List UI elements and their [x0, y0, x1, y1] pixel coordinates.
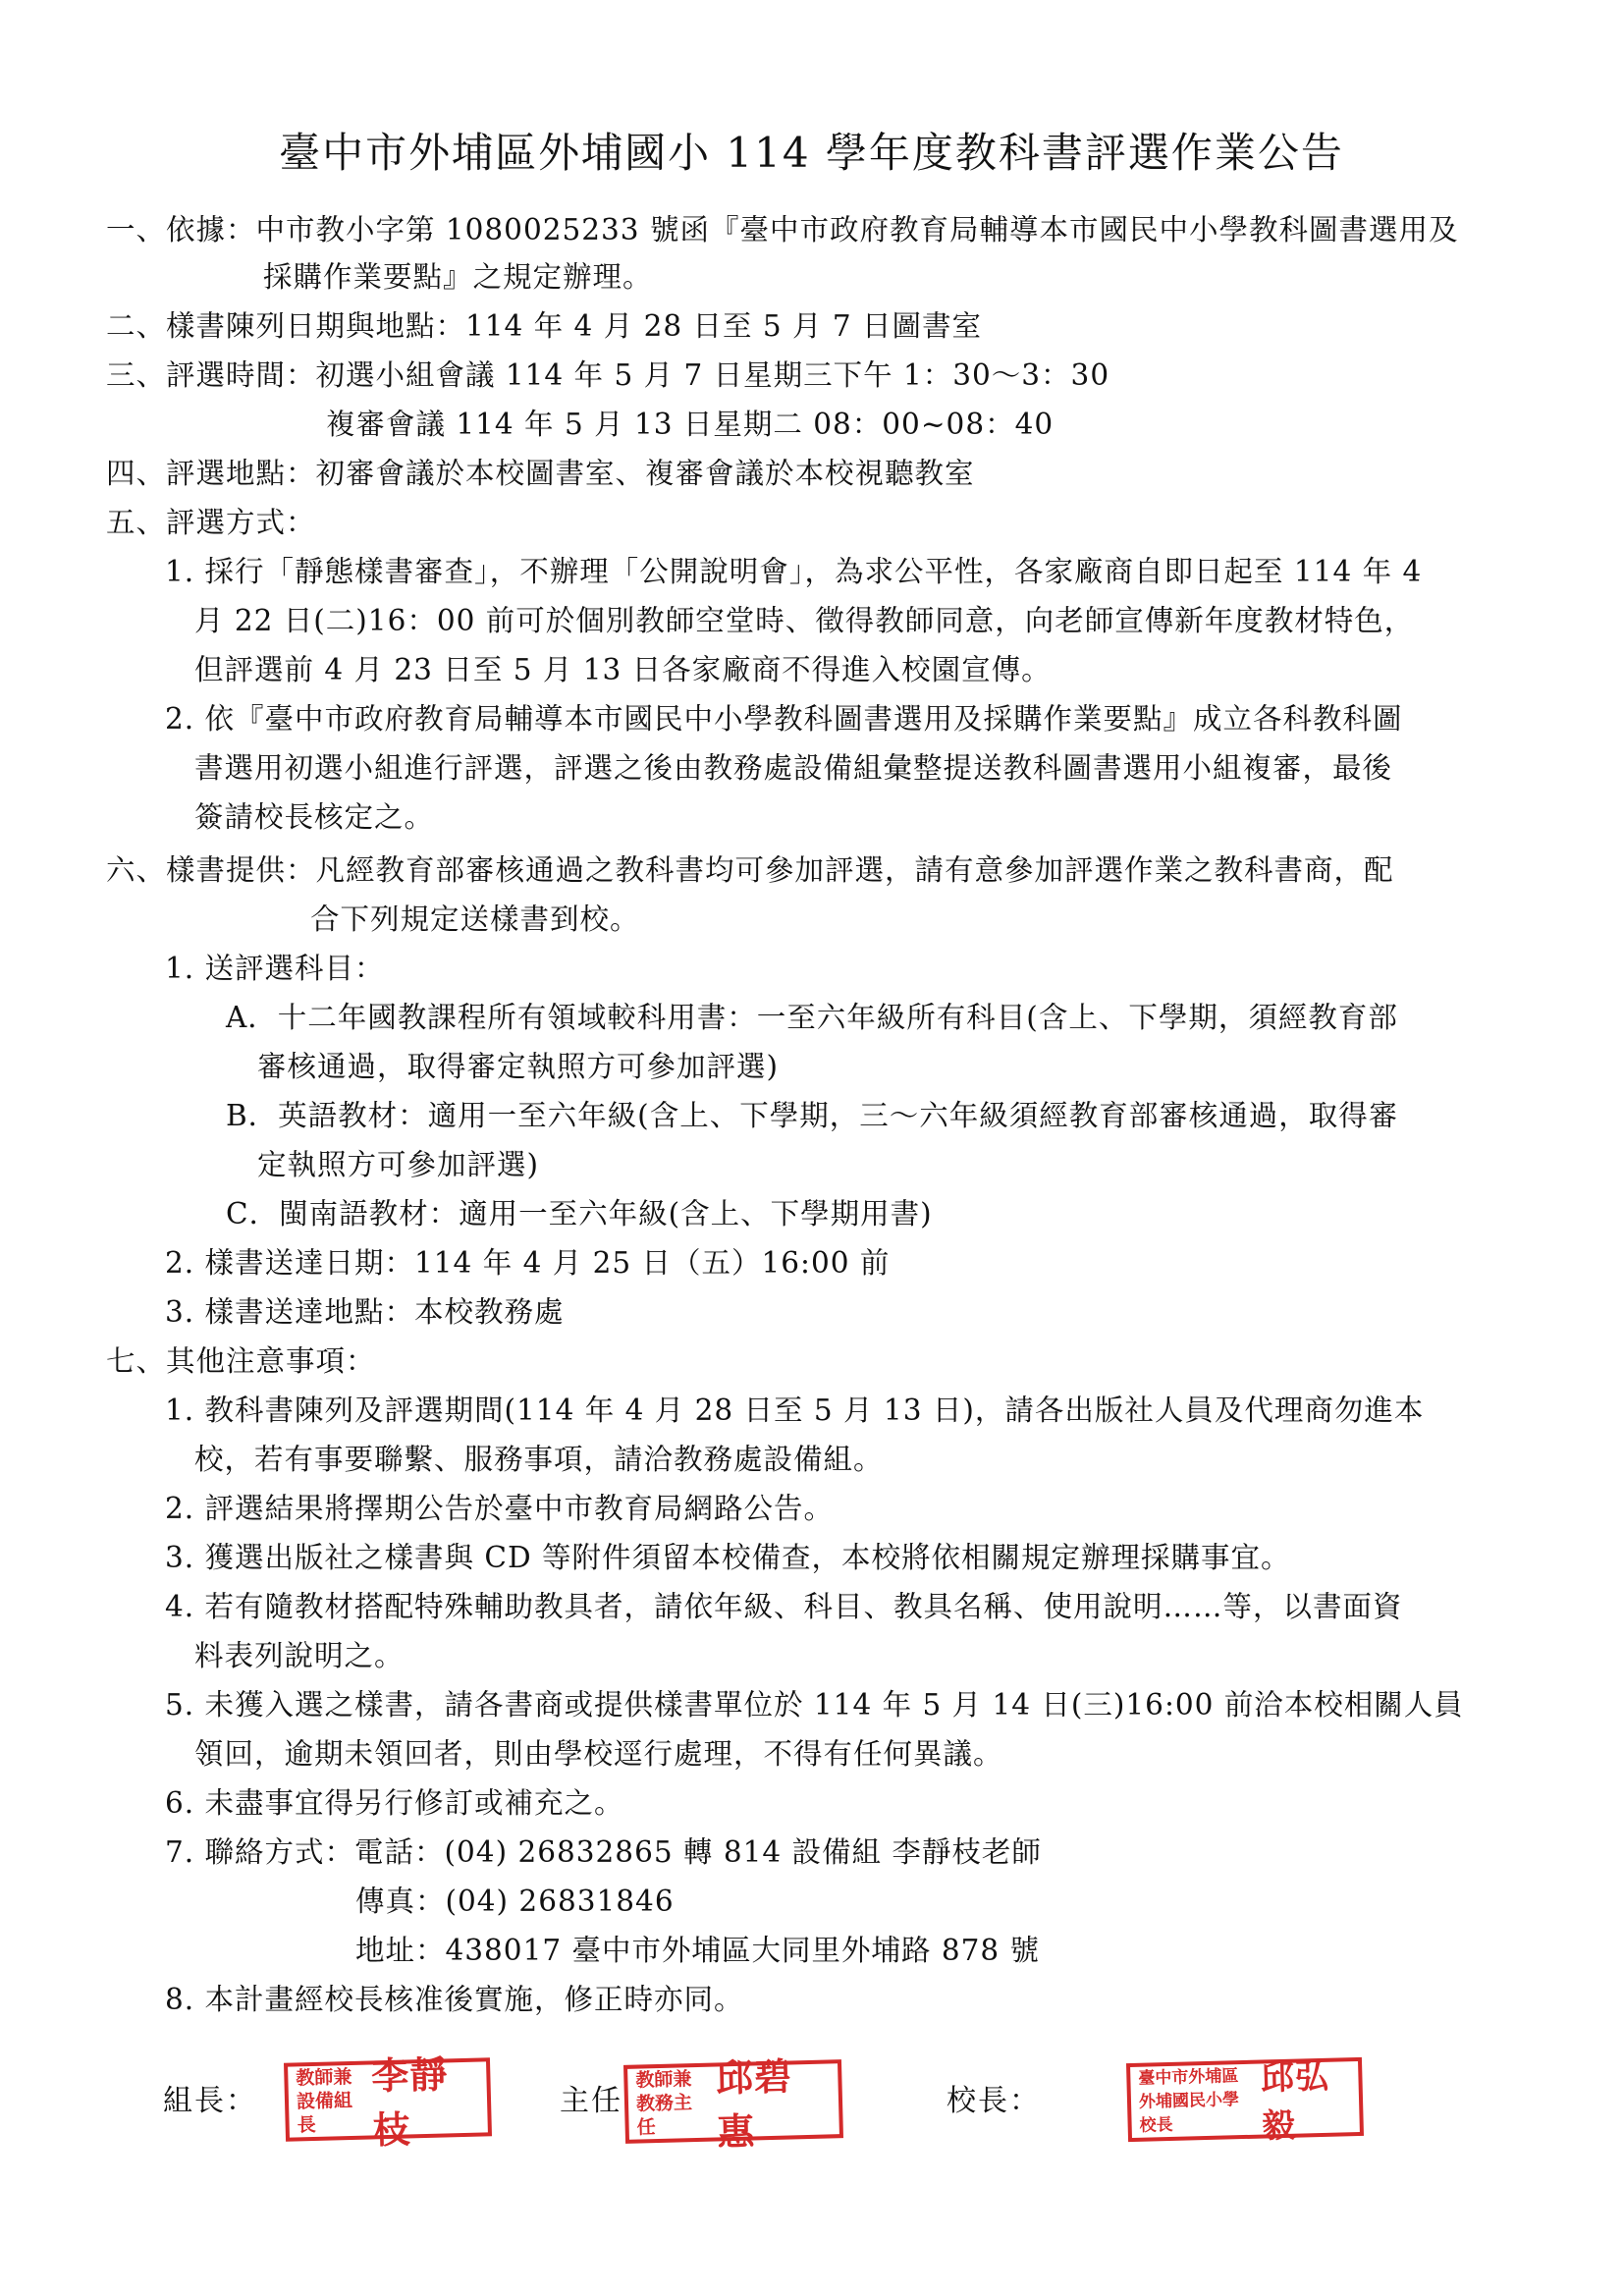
text-line: 二、樣書陳列日期與地點：114 年 4 月 28 日至 5 月 7 日圖書室 [106, 309, 983, 343]
text-line: 三、評選時間：初選小組會議 114 年 5 月 7 日星期三下午 1：30～3：30 [106, 358, 1110, 392]
text-line: 8. 本計畫經校長核准後實施，修正時亦同。 [165, 1983, 744, 2016]
text-line: 但評選前 4 月 23 日至 5 月 13 日各家廠商不得進入校園宣傳。 [194, 653, 1052, 686]
document-title: 臺中市外埔區外埔國小 114 學年度教科書評選作業公告 [279, 129, 1344, 177]
text-line: 簽請校長核定之。 [194, 800, 435, 834]
text-line: 2. 評選結果將擇期公告於臺中市教育局網路公告。 [165, 1492, 835, 1525]
principal-stamp-title1: 臺中市外埔區 [1138, 2066, 1239, 2089]
text-line: 書選用初選小組進行評選，評選之後由教務處設備組彙整提送教科圖書選用小組複審，最後 [194, 751, 1393, 785]
text-line: 四、評選地點：初審會議於本校圖書室、複審會議於本校視聽教室 [106, 457, 975, 490]
text-line: 合下列規定送樣書到校。 [310, 902, 640, 936]
text-line: 2. 樣書送達日期：114 年 4 月 25 日（五）16:00 前 [165, 1246, 891, 1280]
text-line: 審核通過，取得審定執照方可參加評選) [257, 1050, 780, 1083]
text-line: 1. 教科書陳列及評選期間(114 年 4 月 28 日至 5 月 13 日)，請各出版社人員及代理商勿進本 [165, 1394, 1425, 1427]
text-line: 地址：438017 臺中市外埔區大同里外埔路 878 號 [355, 1934, 1041, 1967]
text-line: 六、樣書提供：凡經教育部審核通過之教科書均可參加評選，請有意參加評選作業之教科書商，配 [106, 853, 1394, 887]
text-line: 領回，逾期未領回者，則由學校逕行處理，不得有任何異議。 [194, 1737, 1003, 1771]
text-line: A．十二年國教課程所有領域較科用書：一至六年級所有科目(含上、下學期，須經教育部 [226, 1001, 1398, 1034]
text-line: 採購作業要點』之規定辦理。 [263, 260, 653, 294]
text-line: 6. 未盡事宜得另行修訂或補充之。 [165, 1786, 624, 1820]
director-stamp-name: 邱碧惠 [715, 2054, 793, 2155]
text-line: 五、評選方式： [106, 506, 316, 539]
director-stamp-title1: 教師兼 [635, 2068, 692, 2092]
text-line: 複審會議 114 年 5 月 13 日星期二 08：00~08：40 [326, 408, 1055, 441]
text-line: B．英語教材：適用一至六年級(含上、下學期，三～六年級須經教育部審核通過，取得審 [226, 1099, 1399, 1132]
text-line: 2. 依『臺中市政府教育局輔導本市國民中小學教科圖書選用及採購作業要點』成立各科教科圖 [165, 702, 1403, 736]
text-line: 5. 未獲入選之樣書，請各書商或提供樣書單位於 114 年 5 月 14 日(三)16:00 前洽本校相關人員 [165, 1688, 1464, 1722]
text-line: 3. 樣書送達地點：本校教務處 [165, 1295, 565, 1329]
text-line: 定執照方可參加評選) [257, 1148, 540, 1181]
text-line: 1. 採行「靜態樣書審查」，不辦理「公開說明會」，為求公平性，各家廠商自即日起至 114 年 4 [165, 555, 1423, 588]
principal-stamp-title2: 外埔國民小學校長 [1138, 2090, 1240, 2136]
text-line: 七、其他注意事項： [106, 1344, 376, 1378]
text-line: 料表列說明之。 [194, 1639, 405, 1672]
text-line: 一、依據：中市教小字第 1080025233 號函『臺中市政府教育局輔導本市國民中小學教科圖書選用及 [106, 213, 1459, 246]
principal-stamp-name: 邱弘毅 [1260, 2056, 1330, 2147]
text-line: 7. 聯絡方式：電話：(04) 26832865 轉 814 設備組 李靜枝老師 [165, 1835, 1042, 1869]
leader-stamp-title2: 設備組長 [296, 2089, 353, 2137]
principal-label: 校長： [947, 2084, 1041, 2118]
text-line: 月 22 日(二)16：00 前可於個別教師空堂時、徵得教師同意，向老師宣傳新年度教材特色， [194, 604, 1415, 637]
text-line: 1. 送評選科目： [165, 952, 385, 985]
text-line: C．閩南語教材：適用一至六年級(含上、下學期用書) [226, 1197, 933, 1230]
text-line: 傳真：(04) 26831846 [355, 1885, 675, 1918]
leader-stamp [284, 2052, 492, 2153]
text-line: 3. 獲選出版社之樣書與 CD 等附件須留本校備查，本校將依相關規定辦理採購事宜。 [165, 1541, 1291, 1574]
director-label: 主任 [560, 2084, 622, 2118]
director-stamp [623, 2054, 843, 2155]
text-line: 4. 若有隨教材搭配特殊輔助教具者，請依年級、科目、教具名稱、使用說明……等，以書面資 [165, 1590, 1403, 1623]
leader-label: 組長： [163, 2084, 257, 2118]
leader-stamp-name: 李靜枝 [370, 2052, 449, 2153]
director-stamp-title2: 教務主任 [635, 2092, 693, 2139]
text-line: 校，若有事要聯繫、服務事項，請洽教務處設備組。 [194, 1443, 884, 1476]
principal-stamp [1126, 2056, 1364, 2147]
leader-stamp-title1: 教師兼 [296, 2065, 352, 2090]
